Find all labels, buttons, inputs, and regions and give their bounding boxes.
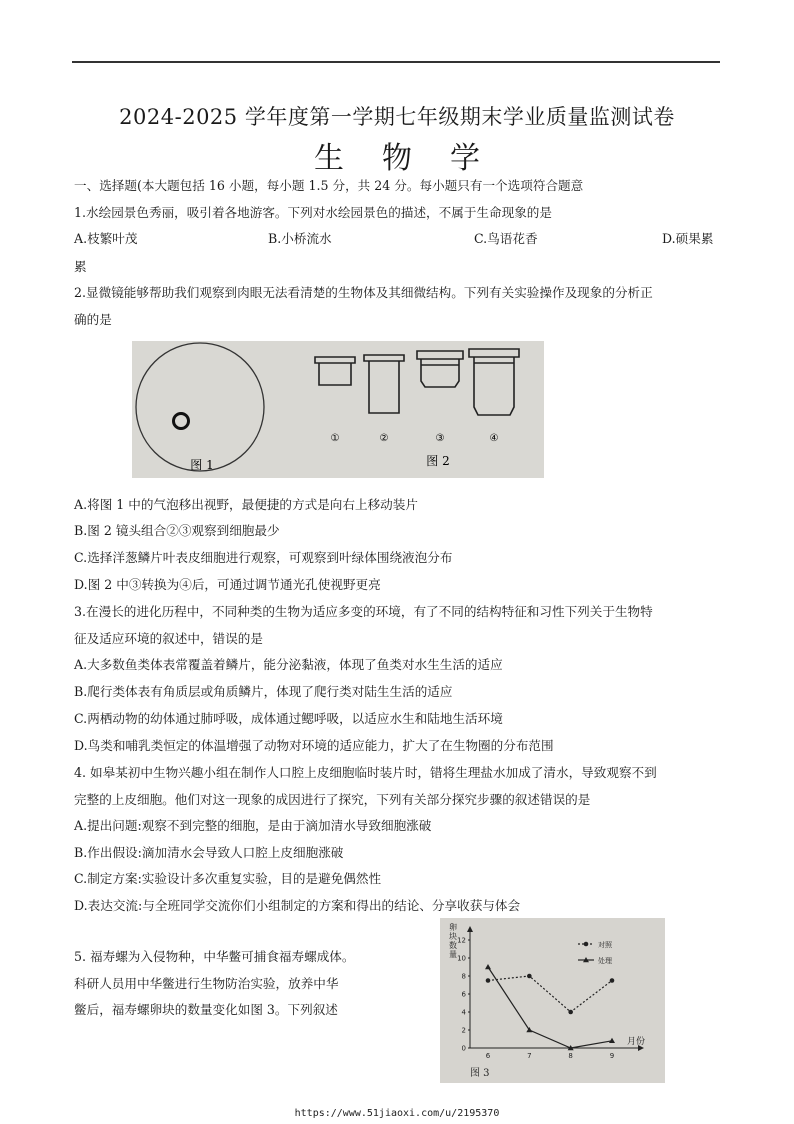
chart-title: 图 3	[470, 1068, 490, 1079]
q5-line1: 5. 福寿螺为入侵物种，中华鳖可捕食福寿螺成体。	[74, 949, 355, 964]
q5-line3: 鳖后，福寿螺卵块的数量变化如图 3。下列叙述	[74, 1002, 338, 1017]
legend-label-0: 对照	[598, 941, 612, 949]
q3-stem-line1: 3.在漫长的进化历程中，不同种类的生物为适应多变的环境，有了不同的结构特征和习性下列关于生物特	[74, 604, 653, 619]
top-rule	[72, 61, 720, 63]
y-axis-label-char: 量	[449, 950, 457, 959]
q4-option-d: D.表达交流:与全班同学交流你们小组制定的方案和得出的结论、分享收获与体会	[74, 898, 521, 913]
figure-1-2	[132, 341, 544, 478]
figure-1-2-svg	[132, 341, 544, 478]
y-tick-label: 8	[461, 972, 466, 981]
lens-2-label: ②	[379, 433, 389, 444]
q3-stem-line2: 征及适应环境的叙述中，错误的是	[74, 631, 263, 646]
data-point-1	[485, 964, 491, 969]
y-axis-label-char: 块	[449, 932, 457, 941]
y-tick-label: 10	[457, 954, 466, 963]
series-line-1	[488, 967, 612, 1048]
lens-1-label: ①	[330, 433, 340, 444]
q4-option-b: B.作出假设:滴加清水会导致人口腔上皮细胞涨破	[74, 845, 344, 860]
fig1-label: 图 1	[190, 458, 214, 472]
q4-option-a: A.提出问题:观察不到完整的细胞，是由于滴加清水导致细胞涨破	[74, 818, 432, 833]
y-tick-label: 12	[457, 936, 466, 945]
q3-option-d: D.鸟类和哺乳类恒定的体温增强了动物对环境的适应能力，扩大了在生物圈的分布范围	[74, 738, 554, 753]
series-line-0	[488, 976, 612, 1012]
lens-1	[315, 357, 355, 385]
data-point-0	[527, 974, 532, 979]
q1-option-b: B.小桥流水	[268, 231, 332, 246]
y-tick-label: 6	[461, 990, 466, 999]
q4-option-c: C.制定方案:实验设计多次重复实验，目的是避免偶然性	[74, 871, 382, 886]
lens-3	[417, 351, 463, 387]
lens-4-label: ④	[489, 433, 499, 444]
lens-3-label: ③	[435, 433, 445, 444]
chart-svg	[440, 918, 665, 1083]
q4-stem-line2: 完整的上皮细胞。他们对这一现象的成因进行了探究，下列有关部分探究步骤的叙述错误的是	[74, 792, 591, 807]
x-tick-label: 9	[609, 1052, 615, 1060]
q2-option-c: C.选择洋葱鳞片叶表皮细胞进行观察，可观察到叶绿体围绕液泡分布	[74, 550, 453, 565]
q2-option-d: D.图 2 中③转换为④后，可通过调节通光孔使视野更亮	[74, 577, 381, 592]
data-point-0	[568, 1010, 573, 1015]
x-tick-label: 8	[568, 1052, 573, 1060]
q3-option-c: C.两栖动物的幼体通过肺呼吸，成体通过鳃呼吸，以适应水生和陆地生活环境	[74, 711, 503, 726]
q5-line2: 科研人员用中华鳖进行生物防治实验，放养中华	[74, 976, 339, 991]
q4-stem-line1: 4. 如皋某初中生物兴趣小组在制作人口腔上皮细胞临时装片时，错将生理盐水加成了清水，导致观察不到	[74, 765, 657, 780]
exam-title: 2024-2025 学年度第一学期七年级期末学业质量监测试卷	[119, 105, 675, 129]
q2-stem-line2: 确的是	[74, 312, 112, 327]
figure-3	[440, 918, 665, 1083]
q1-option-a: A.枝繁叶茂	[74, 231, 138, 246]
q1-option-c: C.鸟语花香	[474, 231, 538, 246]
data-point-0	[610, 978, 615, 983]
y-tick-label: 2	[461, 1026, 466, 1035]
q1-stem: 1.水绘园景色秀丽，吸引着各地游客。下列对水绘园景色的描述，不属于生命现象的是	[74, 205, 552, 220]
x-axis-label: 月份	[626, 1037, 646, 1047]
data-point-1	[609, 1038, 615, 1043]
q1-option-d: D.硕果累	[662, 231, 714, 246]
y-tick-label: 4	[461, 1008, 466, 1017]
section-header: 一、选择题(本大题包括 16 小题，每小题 1.5 分，共 24 分。每小题只有一个选项符合题意	[74, 178, 584, 193]
air-bubble	[174, 414, 189, 429]
q3-option-b: B.爬行类体表有角质层或角质鳞片，体现了爬行类对陆生生活的适应	[74, 684, 453, 699]
q2-option-b: B.图 2 镜头组合②③观察到细胞最少	[74, 523, 280, 538]
x-tick-label: 7	[527, 1052, 532, 1060]
q2-stem-line1: 2.显微镜能够帮助我们观察到肉眼无法看清楚的生物体及其细微结构。下列有关实验操作及现象的分析正	[74, 285, 653, 300]
fig2-label: 图 2	[426, 454, 450, 468]
q1-option-d-wrap: 累	[74, 259, 87, 274]
y-axis-arrow	[467, 926, 473, 932]
q3-option-a: A.大多数鱼类体表常覆盖着鳞片，能分泌黏液，体现了鱼类对水生生活的适应	[74, 657, 503, 672]
x-tick-label: 6	[485, 1052, 491, 1060]
q2-option-a: A.将图 1 中的气泡移出视野，最便捷的方式是向右上移动装片	[74, 497, 418, 512]
legend-label-1: 处理	[598, 957, 612, 965]
field-of-view	[136, 343, 264, 471]
exam-subject: 生物学	[314, 141, 518, 176]
legend-marker-0	[584, 942, 589, 947]
lens-2	[364, 355, 404, 413]
lens-4	[469, 349, 519, 415]
y-tick-label: 0	[461, 1044, 466, 1053]
data-point-0	[486, 978, 491, 983]
footer-url: https://www.51jiaoxi.com/u/2195370	[294, 1108, 500, 1119]
y-axis-label-char: 数	[449, 941, 457, 950]
y-axis-label-char: 卵	[449, 923, 457, 932]
